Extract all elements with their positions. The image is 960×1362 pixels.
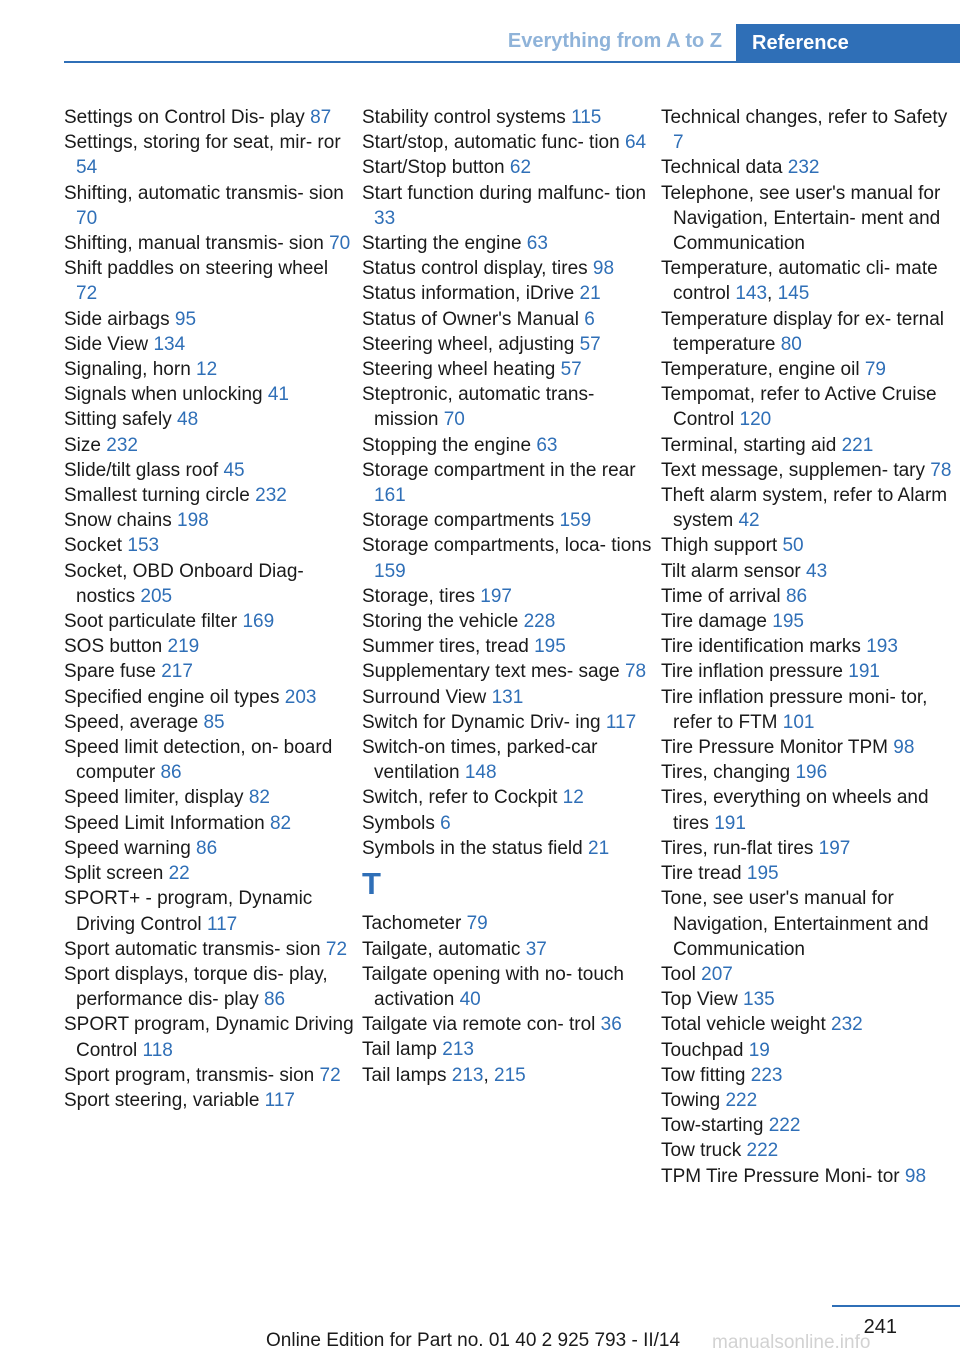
index-term: Tone, see user's manual for Navigation, Entertainment and Communication	[661, 888, 929, 960]
index-term: Tires, run-flat tires	[661, 837, 814, 859]
page-reference-link[interactable]: 80	[780, 333, 802, 355]
index-entry	[661, 105, 957, 155]
page-reference-link[interactable]: 62	[509, 157, 532, 179]
page-reference-link[interactable]: 195	[772, 611, 804, 633]
index-entry	[661, 962, 957, 987]
page-reference-link[interactable]: 213	[451, 1064, 484, 1086]
index-term: Shifting, manual transmis‐ sion	[64, 233, 324, 255]
index-term: Storage, tires	[362, 585, 475, 607]
index-term: Speed warning	[64, 837, 191, 859]
page-reference-link[interactable]: 169	[242, 611, 275, 633]
page-reference-link[interactable]: 87	[310, 107, 332, 128]
page-reference-link[interactable]: 222	[746, 1140, 779, 1162]
page-reference-link[interactable]: 50	[782, 535, 804, 557]
index-entry	[64, 886, 354, 936]
index-entry	[64, 685, 354, 710]
page-reference-link[interactable]: 191	[714, 812, 746, 834]
index-entry	[64, 861, 354, 886]
index-term: Tilt alarm sensor	[661, 560, 801, 582]
index-term: Switch for Dynamic Driv‐ ing	[362, 711, 601, 733]
index-term: Snow chains	[64, 510, 172, 532]
page-reference-link[interactable]: 148	[464, 762, 497, 784]
index-term: Tailgate via remote con‐ trol	[362, 1014, 596, 1036]
index-term: Starting the engine	[362, 233, 522, 255]
page-reference-link[interactable]: 98	[893, 737, 915, 759]
page-reference-link[interactable]: 222	[768, 1115, 801, 1137]
index-term: Shift paddles on steering wheel	[64, 258, 329, 280]
index-entry	[661, 458, 957, 483]
index-term: SPORT+ - program, Dynamic Driving Control	[64, 888, 313, 935]
page-number: 241	[863, 1316, 897, 1338]
index-term: Technical data	[661, 157, 783, 179]
index-entry	[362, 533, 652, 583]
index-term: Side View	[64, 333, 149, 355]
index-entry	[362, 584, 652, 609]
index-term: Surround View	[362, 686, 487, 708]
page-reference-link[interactable]: 79	[466, 913, 488, 935]
index-term: Start function during malfunc‐ tion	[362, 182, 647, 204]
index-entry	[362, 1037, 652, 1062]
index-entry	[64, 130, 354, 180]
index-term: SOS button	[64, 636, 163, 658]
index-term: Socket	[64, 535, 123, 557]
index-term: Storage compartments, loca‐ tions	[362, 535, 652, 557]
index-entry	[661, 685, 957, 735]
index-entry	[661, 886, 957, 962]
index-term: Status control display, tires	[362, 258, 588, 280]
index-entry	[661, 307, 957, 357]
index-entry	[64, 181, 354, 231]
page-reference-link[interactable]: 135	[743, 989, 775, 1011]
index-term: Technical changes, refer to Safety	[661, 107, 948, 128]
index-entry	[362, 181, 652, 231]
index-term: Tire tread	[661, 863, 742, 885]
index-entry	[362, 710, 652, 735]
index-entry	[362, 433, 652, 458]
index-term: Temperature, engine oil	[661, 359, 860, 381]
index-entry	[64, 407, 354, 432]
index-entry	[661, 584, 957, 609]
page-reference-link[interactable]: 120	[739, 409, 772, 431]
index-term: Specified engine oil types	[64, 686, 280, 708]
section-tab-reference: Reference	[736, 24, 960, 62]
index-term: Signals when unlocking	[64, 384, 263, 406]
index-entry	[362, 508, 652, 533]
index-entry	[362, 911, 652, 936]
index-entry	[64, 962, 354, 1012]
watermark: manualsonline.info	[712, 1332, 871, 1353]
page-reference-link[interactable]: 203	[284, 686, 317, 708]
index-entry	[362, 357, 652, 382]
page-reference-link[interactable]: 42	[738, 510, 760, 532]
index-term: Tire damage	[661, 611, 767, 633]
index-entry	[362, 281, 652, 306]
index-term: Tachometer	[362, 913, 462, 935]
page-reference-link[interactable]: 54	[76, 157, 98, 179]
index-entry	[362, 231, 652, 256]
index-term: Split screen	[64, 863, 164, 885]
index-term: Speed limit detection, on‐ board computer	[64, 737, 333, 784]
page-reference-link[interactable]: 117	[605, 711, 637, 733]
page-reference-link[interactable]: 63	[526, 233, 548, 255]
page-reference-link[interactable]: 159	[559, 510, 592, 532]
index-entry	[661, 382, 957, 432]
index-entry	[362, 332, 652, 357]
page-reference-link[interactable]: 12	[562, 787, 584, 809]
index-entry	[362, 458, 652, 508]
index-entry	[64, 634, 354, 659]
page-reference-link[interactable]: 41	[267, 384, 289, 406]
index-term: Sport program, transmis‐ sion	[64, 1064, 315, 1086]
page-reference-link[interactable]: 6	[440, 812, 451, 834]
page-reference-link[interactable]: 232	[106, 434, 138, 456]
index-term: Tire inflation pressure	[661, 661, 843, 683]
index-term: Settings, storing for seat, mir‐ ror	[64, 132, 341, 154]
page-reference-link[interactable]: 101	[782, 711, 815, 733]
index-term: Thigh support	[661, 535, 778, 557]
index-term: Symbols	[362, 812, 435, 834]
index-term: Smallest turning circle	[64, 485, 250, 507]
index-term: Spare fuse	[64, 661, 156, 683]
page-reference-link[interactable]: 215	[494, 1064, 526, 1086]
page-reference-link[interactable]: 98	[592, 258, 615, 280]
page-reference-link[interactable]: 117	[264, 1089, 295, 1111]
page-reference-link[interactable]: 21	[579, 283, 601, 305]
index-entry	[661, 987, 957, 1012]
index-term: Text message, supplemen‐ tary	[661, 459, 926, 481]
page-reference-link[interactable]: 223	[750, 1064, 783, 1086]
page-reference-link[interactable]: 70	[329, 233, 351, 255]
page-reference-link[interactable]: 48	[177, 409, 199, 431]
index-entry	[362, 382, 652, 432]
index-entry	[362, 1012, 652, 1037]
page-reference-link[interactable]: 143	[735, 283, 768, 305]
index-entry	[64, 332, 354, 357]
index-entry	[661, 483, 957, 533]
index-entry	[661, 533, 957, 558]
page-reference-link[interactable]: 159	[374, 560, 406, 582]
index-entry	[661, 357, 957, 382]
index-term: Total vehicle weight	[661, 1014, 826, 1036]
index-entry	[362, 634, 652, 659]
index-entry	[661, 609, 957, 634]
index-term: Speed limiter, display	[64, 787, 244, 809]
page-reference-link[interactable]: 70	[443, 409, 465, 431]
page-reference-link[interactable]: 78	[930, 459, 952, 481]
page-reference-link[interactable]: 193	[866, 636, 898, 658]
index-entry	[64, 1063, 354, 1088]
page-reference-link[interactable]: 33	[374, 207, 396, 229]
section-title: Everything from A to Z	[507, 30, 722, 52]
index-entry	[362, 836, 652, 861]
page-reference-link[interactable]: 95	[174, 308, 197, 330]
index-entry	[661, 1038, 957, 1063]
page-reference-link[interactable]: 79	[864, 359, 886, 381]
index-entry	[64, 357, 354, 382]
index-entry	[64, 659, 354, 684]
index-entry	[64, 559, 354, 609]
page-reference-link[interactable]: 72	[76, 283, 98, 305]
index-term: Tailgate, automatic	[362, 938, 521, 960]
index-term: Settings on Control Dis‐ play	[64, 107, 305, 128]
index-term: Steptronic, automatic trans‐ mission	[362, 384, 595, 431]
index-term: Speed Limit Information	[64, 812, 265, 834]
index-entry	[64, 1088, 354, 1113]
index-term: Storing the vehicle	[362, 611, 519, 633]
index-term: Signaling, horn	[64, 359, 191, 381]
index-entry	[64, 231, 354, 256]
page-reference-link[interactable]: 198	[177, 510, 209, 532]
page-reference-link[interactable]: 232	[787, 157, 820, 179]
page-reference-link[interactable]: 145	[777, 283, 810, 305]
page-reference-link[interactable]: 12	[196, 359, 218, 381]
index-term: Tire inflation pressure moni‐ tor, refer to FTM	[661, 686, 928, 733]
index-entry	[64, 710, 354, 735]
index-entry	[64, 609, 354, 634]
page-reference-link[interactable]: 197	[818, 837, 851, 859]
index-entry	[64, 508, 354, 533]
page-reference-link[interactable]: 40	[459, 988, 481, 1010]
edition-text: Online Edition for Part no. 01 40 2 925 793 - II/14	[266, 1330, 681, 1351]
page-reference-link[interactable]: 78	[624, 661, 647, 683]
index-entry	[362, 609, 652, 634]
index-term: Tire identification marks	[661, 636, 861, 658]
page-reference-link[interactable]: 213	[442, 1039, 474, 1061]
index-term: Sport displays, torque dis‐ play, performance dis‐ play	[64, 963, 328, 1011]
index-entry: Temperature, automatic cli‐ mate control 143, 145	[661, 258, 938, 305]
index-entry	[362, 685, 652, 710]
page-reference-link[interactable]: 232	[255, 485, 287, 507]
index-term: Soot particulate filter	[64, 611, 238, 633]
index-term: Slide/tilt glass roof	[64, 459, 219, 481]
index-term: Socket, OBD Onboard Diag‐ nostics	[64, 560, 304, 607]
index-column-3	[661, 105, 957, 1189]
index-entry	[661, 1012, 957, 1037]
index-term: Tail lamp	[362, 1039, 437, 1061]
page-reference-link[interactable]: 222	[725, 1089, 758, 1111]
index-term: Storage compartments	[362, 510, 555, 532]
index-term: Telephone, see user's manual for Navigation, Entertain‐ ment and Communication	[661, 182, 941, 255]
page-reference-link[interactable]: 86	[263, 989, 286, 1011]
page-reference-link[interactable]: 197	[480, 585, 512, 607]
index-entry	[362, 155, 652, 180]
page-reference-link[interactable]: 134	[153, 333, 186, 355]
index-entry	[661, 785, 957, 835]
index-term: Switch-on times, parked-car ventilation	[362, 737, 598, 784]
index-entry	[661, 861, 957, 886]
index-entry	[661, 1088, 957, 1113]
page-reference-link[interactable]: 131	[491, 686, 524, 708]
page-reference-link[interactable]: 195	[746, 863, 779, 885]
index-entry	[362, 130, 652, 155]
index-term: Shifting, automatic transmis‐ sion	[64, 182, 344, 204]
index-term: Symbols in the status field	[362, 837, 583, 859]
index-term: Speed, average	[64, 711, 199, 733]
page-reference-link[interactable]: 117	[206, 913, 238, 935]
index-entry	[362, 811, 652, 836]
index-term: Tow fitting	[661, 1064, 746, 1086]
page-reference-link[interactable]: 86	[160, 762, 182, 784]
index-entry: Tail lamps 213, 215	[362, 1064, 526, 1086]
index-term: Temperature, automatic cli‐ mate control	[661, 258, 938, 305]
index-term: Towing	[661, 1089, 721, 1111]
index-entry	[362, 105, 652, 130]
index-term: Start/stop, automatic func‐ tion	[362, 132, 620, 154]
page-reference-link[interactable]: 57	[579, 333, 601, 355]
index-term: Stopping the engine	[362, 434, 532, 456]
index-entry	[64, 533, 354, 558]
index-term: Sitting safely	[64, 409, 172, 431]
page-reference-link[interactable]: 6	[584, 308, 595, 330]
page-reference-link[interactable]: 63	[536, 434, 558, 456]
index-term: Tow truck	[661, 1140, 742, 1162]
index-term: Side airbags	[64, 308, 170, 330]
index-entry	[64, 836, 354, 861]
index-term: Tool	[661, 963, 696, 985]
index-term: Theft alarm system, refer to Alarm system	[661, 485, 948, 532]
index-entry	[661, 735, 957, 760]
page-reference-link[interactable]: 219	[167, 636, 200, 658]
index-column-2	[362, 105, 652, 1088]
page-reference-link[interactable]: 207	[701, 963, 733, 985]
page-reference-link[interactable]: 196	[795, 762, 828, 784]
page-reference-link[interactable]: 82	[269, 812, 292, 834]
index-entry	[362, 256, 652, 281]
page-reference-link[interactable]: 57	[560, 359, 582, 381]
index-entry	[64, 811, 354, 836]
index-term: Top View	[661, 989, 738, 1011]
index-term: Tailgate opening with no- touch activation	[362, 963, 624, 1010]
index-entry	[362, 962, 652, 1012]
index-term: Tow-starting	[661, 1115, 764, 1137]
page-reference-link[interactable]: 70	[76, 207, 98, 229]
index-entry	[64, 105, 354, 130]
index-term: Stability control systems	[362, 107, 566, 128]
index-entry	[362, 659, 652, 684]
index-entry	[64, 433, 354, 458]
index-column-1	[64, 105, 354, 1113]
page-reference-link[interactable]: 64	[624, 132, 647, 154]
index-term: Steering wheel heating	[362, 359, 556, 381]
index-entry	[362, 307, 652, 332]
index-entry	[362, 937, 652, 962]
index-term: Time of arrival	[661, 585, 781, 607]
index-term: Touchpad	[661, 1039, 744, 1061]
page-reference-link[interactable]: 115	[571, 107, 602, 128]
index-entry	[64, 483, 354, 508]
index-entry	[64, 1012, 354, 1062]
page-reference-link[interactable]: 82	[248, 787, 270, 809]
index-term: Sport steering, variable	[64, 1089, 260, 1111]
page-reference-link[interactable]: 85	[203, 711, 225, 733]
index-term: Terminal, starting aid	[661, 434, 837, 456]
index-term: TPM Tire Pressure Moni‐ tor	[661, 1165, 900, 1187]
index-term: Storage compartment in the rear	[362, 459, 636, 481]
index-entry	[661, 659, 957, 684]
page-reference-link[interactable]: 86	[196, 837, 218, 859]
page-reference-link[interactable]: 232	[831, 1014, 863, 1036]
index-entry	[64, 735, 354, 785]
index-entry	[64, 382, 354, 407]
page-reference-link[interactable]: 86	[785, 585, 808, 607]
page-reference-link[interactable]: 22	[168, 863, 190, 885]
index-term: SPORT program, Dynamic Driving Control	[64, 1014, 354, 1061]
index-term: Temperature display for ex‐ ternal temperature	[661, 308, 945, 355]
index-entry	[661, 1164, 957, 1189]
index-term: Tires, everything on wheels and tires	[661, 787, 929, 834]
page-reference-link[interactable]: 45	[223, 459, 245, 481]
page-reference-link[interactable]: 221	[841, 434, 874, 456]
page-reference-link[interactable]: 161	[374, 485, 406, 507]
index-entry	[661, 155, 957, 180]
index-term: Tempomat, refer to Active Cruise Control	[661, 384, 937, 431]
index-entry	[64, 785, 354, 810]
index-entry	[64, 307, 354, 332]
index-term: Sport automatic transmis‐ sion	[64, 938, 321, 960]
index-term: Tail lamps	[362, 1064, 447, 1086]
letter-heading: T	[362, 866, 381, 902]
index-entry	[661, 433, 957, 458]
page-reference-link[interactable]: 195	[534, 636, 566, 658]
index-term: Status information, iDrive	[362, 283, 575, 305]
page-reference-link[interactable]: 98	[904, 1165, 927, 1187]
page-reference-link[interactable]: 153	[127, 535, 160, 557]
page-reference-link[interactable]: 205	[140, 585, 173, 607]
page-reference-link[interactable]: 43	[806, 560, 828, 582]
index-term: Tire Pressure Monitor TPM	[661, 737, 888, 759]
footer-rule	[832, 1305, 960, 1307]
index-term: Switch, refer to Cockpit	[362, 787, 558, 809]
page-reference-link[interactable]: 7	[673, 132, 684, 154]
index-entry	[661, 634, 957, 659]
page-reference-link[interactable]: 37	[525, 938, 547, 960]
index-entry	[64, 256, 354, 306]
index-entry	[661, 181, 957, 257]
index-term: Size	[64, 434, 101, 456]
index-entry	[362, 735, 652, 785]
page-reference-link[interactable]: 191	[848, 661, 880, 683]
page-reference-link[interactable]: 72	[325, 938, 348, 960]
index-entry	[661, 836, 957, 861]
page-reference-link[interactable]: 72	[319, 1064, 341, 1086]
index-term: Summer tires, tread	[362, 636, 529, 658]
index-term: Supplementary text mes‐ sage	[362, 661, 620, 683]
page-reference-link[interactable]: 118	[142, 1039, 173, 1061]
index-entry	[661, 559, 957, 584]
index-entry	[64, 458, 354, 483]
index-entry	[661, 760, 957, 785]
index-entry	[64, 937, 354, 962]
page-reference-link[interactable]: 21	[588, 837, 610, 859]
index-term: Steering wheel, adjusting	[362, 333, 575, 355]
index-term: Start/Stop button	[362, 157, 505, 179]
page-reference-link[interactable]: 19	[748, 1039, 770, 1061]
page-reference-link[interactable]: 36	[600, 1014, 622, 1036]
index-entry	[661, 1113, 957, 1138]
index-entry	[362, 785, 652, 810]
index-entry	[661, 1138, 957, 1163]
page-reference-link[interactable]: 217	[161, 661, 193, 683]
index-term: Status of Owner's Manual	[362, 308, 579, 330]
index-term: Tires, changing	[661, 762, 791, 784]
page-reference-link[interactable]: 228	[523, 611, 556, 633]
index-entry	[661, 1063, 957, 1088]
